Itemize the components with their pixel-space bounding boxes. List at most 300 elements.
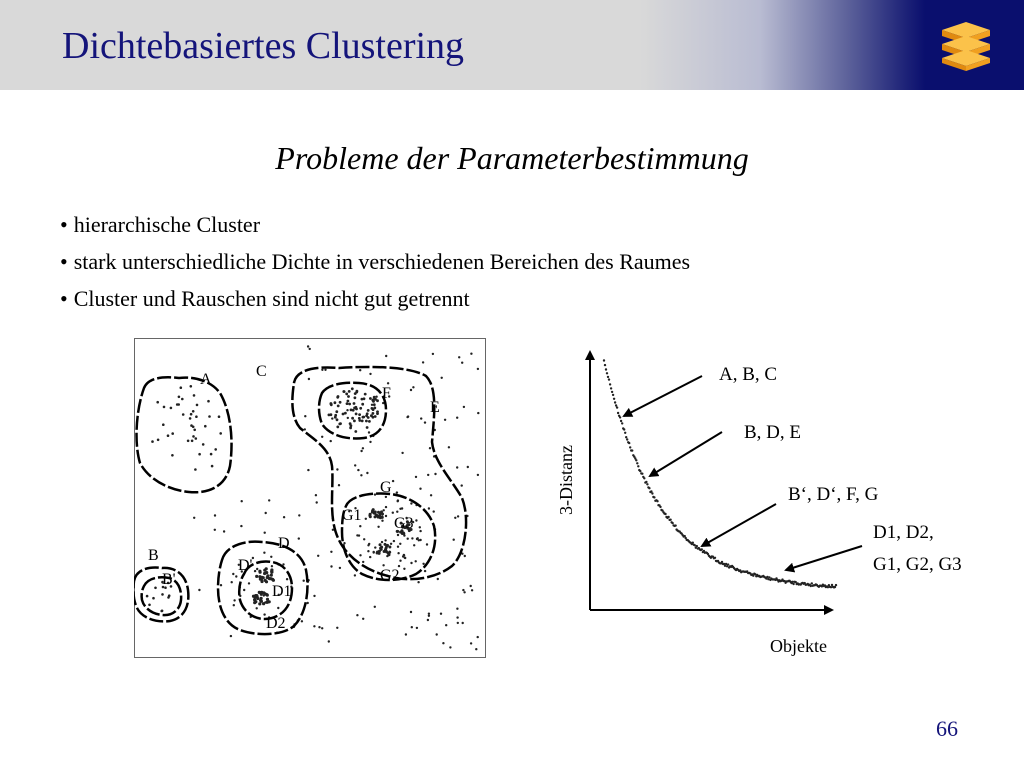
- noise-point: [339, 567, 341, 569]
- noise-point: [303, 580, 305, 582]
- cluster-figure-frame: [135, 339, 486, 658]
- noise-point: [233, 604, 235, 606]
- noise-point: [471, 589, 473, 591]
- label-a: A: [200, 371, 212, 388]
- bullet-item: [60, 284, 690, 321]
- cluster-point: [363, 397, 366, 400]
- cluster-point: [358, 413, 361, 416]
- cluster-point: [198, 453, 201, 456]
- cluster-point: [368, 543, 370, 545]
- noise-point: [318, 626, 320, 628]
- curve-point: [611, 391, 613, 393]
- noise-point: [475, 648, 477, 650]
- curve-point: [626, 438, 628, 440]
- label-bprime: B': [162, 571, 176, 588]
- cluster-point: [170, 407, 173, 410]
- curve-point: [615, 404, 617, 406]
- noise-point: [265, 512, 267, 514]
- cluster-point: [336, 426, 339, 429]
- cluster-point: [376, 552, 379, 555]
- noise-point: [230, 635, 232, 637]
- curve-point: [620, 420, 622, 422]
- curve-point: [792, 583, 794, 585]
- noise-point: [316, 501, 318, 503]
- curve-point: [727, 563, 729, 565]
- cluster-point: [328, 414, 331, 417]
- noise-point: [428, 615, 430, 617]
- cluster-point: [371, 511, 374, 514]
- cluster-point: [152, 597, 155, 600]
- cluster-point: [396, 511, 398, 513]
- label-g1: G1: [342, 507, 362, 524]
- noise-point: [456, 608, 458, 610]
- curve-point: [617, 412, 619, 414]
- cluster-point: [214, 448, 217, 451]
- cluster-point: [243, 589, 245, 591]
- cluster-point: [182, 413, 185, 416]
- cluster-point: [370, 414, 373, 417]
- curve-point: [696, 545, 698, 547]
- cluster-figure: [134, 338, 486, 658]
- cluster-point: [265, 580, 268, 583]
- label-d: D: [278, 535, 290, 552]
- noise-point: [477, 474, 479, 476]
- cluster-point: [384, 539, 386, 541]
- noise-point: [397, 499, 399, 501]
- noise-point: [241, 500, 243, 502]
- curve-point: [613, 398, 615, 400]
- curve-point: [621, 422, 623, 424]
- cluster-point: [397, 534, 399, 536]
- cluster-point: [256, 607, 258, 609]
- cluster-point: [415, 560, 417, 562]
- cluster-point: [338, 423, 341, 426]
- noise-point: [410, 389, 412, 391]
- curve-point: [608, 378, 610, 380]
- noise-point: [449, 646, 451, 648]
- cluster-point: [177, 403, 180, 406]
- noise-point: [283, 516, 285, 518]
- cluster-point: [270, 568, 273, 571]
- noise-point: [336, 468, 338, 470]
- noise-point: [470, 585, 472, 587]
- cluster-point: [160, 610, 163, 613]
- curve-point: [667, 516, 669, 518]
- noise-point: [442, 642, 444, 644]
- noise-point: [428, 613, 430, 615]
- cluster-point: [381, 541, 383, 543]
- annotation-d1d2: D1, D2,: [873, 522, 934, 543]
- noise-point: [336, 627, 338, 629]
- noise-point: [407, 415, 409, 417]
- cluster-point: [369, 397, 372, 400]
- cluster-point: [374, 511, 377, 514]
- noise-point: [385, 515, 387, 517]
- noise-point: [436, 633, 438, 635]
- noise-point: [477, 636, 479, 638]
- noise-point: [298, 537, 300, 539]
- cluster-point: [399, 560, 401, 562]
- cluster-point: [356, 534, 358, 536]
- cluster-point: [167, 596, 170, 599]
- curve-point: [603, 359, 605, 361]
- cluster-point: [334, 414, 337, 417]
- cluster-point: [196, 404, 199, 407]
- curve-point: [701, 548, 703, 550]
- curve-point: [669, 519, 671, 521]
- cluster-point: [330, 403, 333, 406]
- noise-point: [463, 406, 465, 408]
- cluster-point: [191, 440, 194, 443]
- cluster-point: [336, 396, 339, 399]
- annotation-bdfg: B‘, D‘, F, G: [788, 484, 879, 505]
- cluster-point: [359, 525, 361, 527]
- noise-point: [422, 361, 424, 363]
- bullet-marker: •: [60, 286, 68, 311]
- cluster-point: [337, 405, 340, 408]
- curve-point: [609, 383, 611, 385]
- noise-point: [456, 616, 458, 618]
- cluster-point: [258, 602, 261, 605]
- page-number: 66: [936, 716, 958, 741]
- cluster-point: [349, 422, 352, 425]
- curve-point: [835, 584, 837, 586]
- cluster-point: [266, 601, 269, 604]
- curve-point: [636, 462, 638, 464]
- curve-point: [671, 522, 673, 524]
- noise-point: [328, 640, 330, 642]
- cluster-point: [193, 394, 196, 397]
- curve-point: [619, 416, 621, 418]
- noise-point: [392, 480, 394, 482]
- cluster-point: [259, 599, 262, 602]
- cluster-point: [211, 465, 214, 468]
- noise-point: [233, 599, 235, 601]
- cluster-point: [356, 390, 359, 393]
- cluster-point: [373, 551, 375, 553]
- noise-point: [470, 642, 472, 644]
- bullet-text: Cluster und Rauschen sind nicht gut getrennt: [73, 286, 470, 311]
- cluster-point: [190, 385, 193, 388]
- cluster-point: [334, 401, 337, 404]
- cluster-point: [146, 595, 149, 598]
- noise-point: [457, 622, 459, 624]
- bullet-item: [60, 210, 690, 247]
- cluster-point: [218, 415, 221, 418]
- cluster-point: [178, 396, 181, 399]
- curve-point: [656, 500, 658, 502]
- curve-point: [635, 459, 637, 461]
- noise-point: [362, 447, 364, 449]
- curve-point: [664, 513, 666, 515]
- noise-point: [412, 386, 414, 388]
- cluster-point: [157, 439, 160, 442]
- cluster-point: [193, 429, 196, 432]
- noise-point: [445, 624, 447, 626]
- slide-title: Dichtebasiertes Clustering: [62, 25, 465, 67]
- cluster-point: [367, 550, 369, 552]
- noise-point: [368, 431, 370, 433]
- cluster-point: [266, 594, 269, 597]
- cluster-point: [345, 393, 348, 396]
- cluster-point: [368, 514, 371, 517]
- curve-point: [616, 406, 618, 408]
- cluster-point: [154, 587, 157, 590]
- noise-point: [456, 417, 458, 419]
- cluster-point: [202, 443, 205, 446]
- cluster-point: [404, 557, 406, 559]
- cluster-point: [253, 601, 256, 604]
- cluster-point: [347, 400, 350, 403]
- noise-point: [220, 584, 222, 586]
- noise-point: [268, 499, 270, 501]
- cluster-point: [364, 393, 367, 396]
- noise-point: [454, 517, 456, 519]
- noise-point: [240, 525, 242, 527]
- cluster-point: [207, 400, 210, 403]
- cluster-point: [411, 537, 413, 539]
- noise-point: [354, 574, 356, 576]
- label-g: G: [380, 479, 392, 496]
- cluster-point: [399, 543, 401, 545]
- cluster-point: [260, 576, 263, 579]
- cluster-point: [407, 538, 409, 540]
- noise-point: [461, 362, 463, 364]
- noise-point: [214, 529, 216, 531]
- noise-point: [307, 469, 309, 471]
- curve-point: [623, 428, 625, 430]
- noise-point: [359, 369, 361, 371]
- cluster-point: [397, 546, 399, 548]
- cluster-point: [192, 410, 195, 413]
- cluster-point: [362, 416, 365, 419]
- noise-point: [477, 412, 479, 414]
- distance-curve: [603, 359, 837, 588]
- noise-point: [362, 561, 364, 563]
- noise-point: [330, 440, 332, 442]
- cluster-point: [231, 581, 233, 583]
- noise-point: [330, 565, 332, 567]
- cluster-point: [262, 591, 265, 594]
- noise-point: [440, 613, 442, 615]
- noise-point: [309, 348, 311, 350]
- cluster-point: [376, 410, 379, 413]
- cluster-point: [263, 552, 265, 554]
- noise-point: [410, 562, 412, 564]
- noise-point: [385, 355, 387, 357]
- noise-point: [371, 404, 373, 406]
- cluster-point: [171, 454, 174, 457]
- cluster-point: [387, 552, 390, 555]
- cluster-point: [372, 412, 375, 415]
- noise-point: [366, 472, 368, 474]
- cluster-point: [262, 602, 265, 605]
- cluster-point: [163, 406, 166, 409]
- label-d1: D1: [272, 583, 292, 600]
- cluster-point: [351, 417, 354, 420]
- curve-point: [674, 524, 676, 526]
- cluster-point: [254, 570, 256, 572]
- curve-point: [659, 506, 661, 508]
- noise-point: [330, 551, 332, 553]
- cluster-point: [403, 568, 405, 570]
- noise-point: [301, 620, 303, 622]
- noise-point: [464, 555, 466, 557]
- noise-point: [441, 377, 443, 379]
- label-c: C: [256, 363, 267, 380]
- cluster-point: [151, 440, 154, 443]
- cluster-point: [192, 435, 195, 438]
- bullet-item: [60, 247, 690, 284]
- cluster-point: [372, 408, 375, 411]
- noise-point: [448, 446, 450, 448]
- curve-point: [643, 477, 645, 479]
- curve-point: [651, 492, 653, 494]
- cluster-point: [372, 400, 375, 403]
- noise-point: [427, 619, 429, 621]
- noise-point: [321, 627, 323, 629]
- curve-point: [641, 473, 643, 475]
- noise-point: [356, 614, 358, 616]
- noise-point: [223, 530, 225, 532]
- noise-point: [374, 606, 376, 608]
- cluster-point: [265, 571, 268, 574]
- label-dprime: D': [238, 557, 253, 574]
- cluster-point: [419, 526, 421, 528]
- noise-point: [470, 353, 472, 355]
- noise-point: [415, 476, 417, 478]
- noise-point: [457, 515, 459, 517]
- curve-point: [692, 542, 694, 544]
- cluster-point: [378, 514, 381, 517]
- cluster-point: [270, 574, 273, 577]
- cluster-point: [393, 540, 395, 542]
- cluster-point: [232, 573, 234, 575]
- cluster-point: [286, 578, 288, 580]
- cluster-point: [381, 520, 383, 522]
- cluster-point: [349, 427, 352, 430]
- noise-point: [432, 353, 434, 355]
- cluster-point: [359, 554, 361, 556]
- cluster-point: [346, 402, 349, 405]
- curve-point: [628, 442, 630, 444]
- noise-point: [321, 436, 323, 438]
- noise-point: [362, 618, 364, 620]
- curve-point: [714, 557, 716, 559]
- noise-point: [456, 466, 458, 468]
- noise-point: [214, 514, 216, 516]
- cluster-point: [363, 538, 365, 540]
- cluster-point: [373, 403, 376, 406]
- curve-point: [768, 576, 770, 578]
- cluster-point: [339, 401, 342, 404]
- noise-point: [324, 369, 326, 371]
- cluster-point: [167, 434, 170, 437]
- cluster-point: [381, 516, 384, 519]
- cluster-point: [366, 426, 369, 429]
- cluster-point: [426, 543, 428, 545]
- cluster-point: [171, 432, 174, 435]
- cluster-point: [367, 409, 370, 412]
- noise-point: [360, 474, 362, 476]
- arrow-abc: [624, 376, 702, 416]
- noise-point: [429, 447, 431, 449]
- noise-point: [321, 369, 323, 371]
- curve-point: [607, 376, 609, 378]
- cluster-point: [353, 402, 356, 405]
- cluster-point: [369, 556, 371, 558]
- curve-point: [646, 483, 648, 485]
- cluster-point: [342, 390, 345, 393]
- cluster-point: [365, 518, 367, 520]
- noise-point: [346, 409, 348, 411]
- cluster-point: [219, 432, 222, 435]
- noise-point: [453, 539, 455, 541]
- noise-point: [374, 493, 376, 495]
- annotation-bde: B, D, E: [744, 422, 801, 443]
- cluster-point: [361, 403, 364, 406]
- cluster-point: [161, 593, 164, 596]
- noise-point: [369, 373, 371, 375]
- cluster-point: [344, 412, 347, 415]
- curve-point: [624, 432, 626, 434]
- cluster-point: [390, 543, 392, 545]
- noise-point: [313, 595, 315, 597]
- noise-point: [304, 428, 306, 430]
- cluster-point: [417, 537, 419, 539]
- cluster-point: [348, 390, 351, 393]
- cluster-point: [336, 418, 339, 421]
- noise-point: [357, 469, 359, 471]
- cluster-point: [256, 595, 259, 598]
- cluster-point: [375, 514, 378, 517]
- cluster-point: [180, 386, 183, 389]
- curve-point: [645, 481, 647, 483]
- noise-point: [277, 607, 279, 609]
- noise-point: [315, 494, 317, 496]
- noise-point: [264, 532, 266, 534]
- cluster-point: [361, 420, 364, 423]
- curve-point: [610, 387, 612, 389]
- bullet-marker: •: [60, 212, 68, 237]
- noise-point: [377, 526, 379, 528]
- curve-point: [612, 394, 614, 396]
- noise-point: [437, 578, 439, 580]
- cluster-point: [401, 507, 403, 509]
- noise-point: [467, 466, 469, 468]
- noise-point: [307, 345, 309, 347]
- label-b: B: [148, 547, 159, 564]
- cluster-point: [256, 568, 258, 570]
- cluster-point: [348, 403, 351, 406]
- cluster-point: [162, 423, 165, 426]
- curve-point: [648, 487, 650, 489]
- cluster-point: [272, 579, 275, 582]
- cluster-point: [195, 415, 198, 418]
- noise-point: [434, 473, 436, 475]
- annotation-abc: A, B, C: [719, 364, 778, 385]
- curve-point: [631, 449, 633, 451]
- cluster-point: [187, 440, 190, 443]
- noise-point: [401, 452, 403, 454]
- noise-point: [419, 488, 421, 490]
- cluster-point: [385, 550, 388, 553]
- cluster-point: [374, 415, 377, 418]
- noise-point: [427, 474, 429, 476]
- noise-point: [461, 484, 463, 486]
- cluster-point: [365, 420, 368, 423]
- noise-point: [397, 552, 399, 554]
